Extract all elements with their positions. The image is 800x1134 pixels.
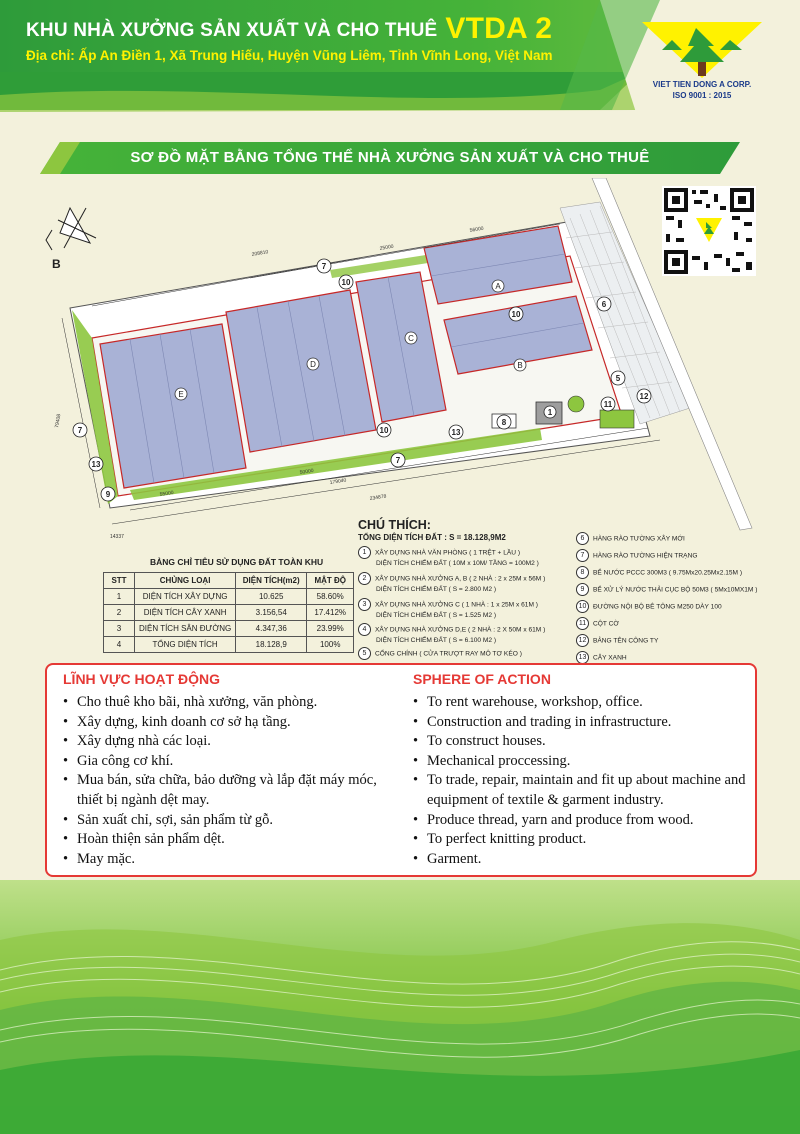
north-label: B	[52, 257, 61, 271]
svg-text:234878: 234878	[369, 493, 387, 502]
table-cell: 3	[104, 621, 135, 637]
legend-title: CHÚ THÍCH:	[358, 518, 431, 532]
svg-text:14337: 14337	[110, 534, 124, 540]
list-item: • Construction and trading in infrastructure.	[413, 713, 753, 733]
header	[0, 0, 800, 110]
legend-num: 2	[358, 572, 371, 585]
logo-mark-icon	[632, 18, 772, 80]
flag-pole-area	[568, 396, 584, 412]
table-header: DIỆN TÍCH(m2)	[236, 573, 307, 589]
title-text: KHU NHÀ XƯỞNG SẢN XUẤT VÀ CHO THUÊ	[26, 20, 438, 41]
list-item: • Gia công cơ khí.	[63, 752, 403, 772]
svg-text:50000: 50000	[299, 467, 315, 476]
legend-text: BỂ XỬ LÝ NƯỚC THẢI CỤC BỘ 50M3 ( 5Mx10MX1M )	[593, 586, 758, 594]
legend-num: 4	[358, 623, 371, 636]
legend-num: 11	[576, 617, 589, 630]
svg-text:10: 10	[511, 310, 521, 319]
svg-text:C: C	[408, 334, 414, 343]
table-cell: 100%	[307, 637, 354, 653]
legend-num: 12	[576, 634, 589, 647]
building-e	[100, 324, 246, 488]
usage-table	[103, 572, 354, 653]
table-cell: 18.128,9	[236, 637, 307, 653]
table-cell: DIỆN TÍCH XÂY DỰNG	[135, 589, 236, 605]
legend-text: CỘT CỜ	[593, 620, 620, 628]
company-logo	[632, 18, 772, 102]
legend-item-12	[576, 634, 658, 647]
svg-text:13: 13	[91, 460, 101, 469]
svg-text:9: 9	[105, 490, 111, 499]
legend-item-5	[358, 647, 522, 660]
list-item: • To perfect knitting product.	[413, 830, 753, 850]
svg-text:10: 10	[341, 278, 351, 287]
legend-text: ĐƯỜNG NỘI BỘ BÊ TÔNG M250 DÀY 100	[593, 603, 722, 611]
list-item: • May mặc.	[63, 850, 403, 870]
list-item: • Mua bán, sửa chữa, bảo dưỡng và lắp đặt máy móc, thiết bị ngành dệt may.	[63, 771, 403, 810]
usage-table-title: BẢNG CHỈ TIÊU SỬ DỤNG ĐẤT TOÀN KHU	[150, 557, 324, 567]
legend-item-11	[576, 617, 619, 630]
legend-text: CỔNG CHÍNH ( CỬA TRƯỢT RAY MÔ TƠ KÉO )	[375, 650, 522, 658]
building-d	[226, 290, 376, 452]
legend-item-1	[358, 546, 539, 567]
legend-num: 8	[576, 566, 589, 579]
table-header: CHỦNG LOẠI	[135, 573, 236, 589]
list-item: • Hoàn thiện sản phẩm dệt.	[63, 830, 403, 850]
table-cell: 3.156,54	[236, 605, 307, 621]
table-row	[104, 589, 354, 605]
legend-text: XÂY DỰNG NHÀ XƯỞNG C ( 1 NHÀ : 1 x 25M x 61M )	[375, 601, 538, 609]
legend-num: 3	[358, 598, 371, 611]
svg-text:5: 5	[615, 374, 621, 383]
legend-item-10	[576, 600, 722, 613]
svg-text:179040: 179040	[329, 477, 347, 486]
list-item: • Sản xuất chỉ, sợi, sản phẩm từ gỗ.	[63, 811, 403, 831]
table-cell: 4.347,36	[236, 621, 307, 637]
list-item: • Produce thread, yarn and produce from wood.	[413, 811, 753, 831]
svg-text:7: 7	[321, 262, 327, 271]
activity-box	[45, 663, 757, 877]
svg-text:B: B	[517, 361, 523, 370]
list-item: • Mechanical proccessing.	[413, 752, 753, 772]
table-cell: 10.625	[236, 589, 307, 605]
svg-text:10: 10	[379, 426, 389, 435]
svg-text:8: 8	[501, 418, 507, 427]
legend-item-2	[358, 572, 545, 593]
svg-text:55000: 55000	[159, 489, 175, 498]
legend-item-6	[576, 532, 685, 545]
table-cell: 58.60%	[307, 589, 354, 605]
legend-item-7	[576, 549, 697, 562]
svg-text:D: D	[310, 360, 316, 369]
legend-subtext: DIỆN TÍCH CHIẾM ĐẤT ( S = 2.800 M2 )	[376, 586, 497, 593]
svg-text:12: 12	[639, 392, 649, 401]
legend-num: 9	[576, 583, 589, 596]
table-cell: TỔNG DIỆN TÍCH	[135, 637, 236, 653]
table-row	[104, 605, 354, 621]
list-item: • Xây dựng, kinh doanh cơ sở hạ tầng.	[63, 713, 403, 733]
legend-num: 5	[358, 647, 371, 660]
table-row	[104, 621, 354, 637]
svg-text:7: 7	[77, 426, 83, 435]
activity-list-vi	[63, 693, 403, 869]
table-cell: DIỆN TÍCH SÂN ĐƯỜNG	[135, 621, 236, 637]
activity-title-vi: LĨNH VỰC HOẠT ĐỘNG	[63, 671, 221, 687]
legend-text: XÂY DỰNG NHÀ XƯỞNG D,E ( 2 NHÀ : 2 X 50M x 61M )	[375, 626, 546, 634]
svg-text:7: 7	[395, 456, 401, 465]
table-cell: 23.99%	[307, 621, 354, 637]
table-header-row	[104, 573, 354, 589]
gate-area	[600, 410, 634, 428]
page-title	[26, 12, 552, 46]
svg-text:A: A	[495, 282, 501, 291]
legend-text: HÀNG RÀO TƯỜNG XÂY MỚI	[593, 535, 685, 543]
footer-decoration	[0, 880, 800, 1134]
legend-text: BỂ NƯỚC PCCC 300M3 ( 9.75Mx20.25Mx2.15M )	[593, 569, 743, 577]
svg-text:56000: 56000	[469, 225, 485, 234]
address: Địa chỉ: Ấp An Điền 1, Xã Trung Hiếu, Huyện Vũng Liêm, Tỉnh Vĩnh Long, Việt Nam	[26, 48, 553, 63]
banner-title: SƠ ĐỒ MẶT BẰNG TỔNG THỂ NHÀ XƯỞNG SẢN XUẤT VÀ CHO THUÊ	[130, 149, 650, 166]
legend-num: 1	[358, 546, 371, 559]
list-item: • To construct houses.	[413, 732, 753, 752]
legend-num: 13	[576, 651, 589, 664]
list-item: • To trade, repair, maintain and fit up about machine and equipment of textile & garment industry.	[413, 771, 753, 810]
legend-subtext: DIỆN TÍCH CHIẾM ĐẤT ( 10M x 10M/ TẦNG = 100M2 )	[376, 560, 539, 567]
table-header: MẬT ĐỘ	[307, 573, 354, 589]
logo-company-name: VIET TIEN DONG A CORP.	[652, 80, 752, 89]
table-cell: DIỆN TÍCH CÂY XANH	[135, 605, 236, 621]
logo-iso: ISO 9001 : 2015	[672, 91, 732, 100]
legend-text: XÂY DỰNG NHÀ XƯỞNG A, B ( 2 NHÀ : 2 x 25M x 56M )	[375, 575, 546, 583]
qr-code	[662, 186, 756, 276]
svg-text:6: 6	[601, 300, 607, 309]
activity-title-en: SPHERE OF ACTION	[413, 671, 551, 687]
list-item: • Cho thuê kho bãi, nhà xưởng, văn phòng.	[63, 693, 403, 713]
svg-text:25000: 25000	[379, 243, 395, 252]
activity-list-en	[413, 693, 753, 869]
svg-text:1: 1	[547, 408, 553, 417]
svg-text:79408: 79408	[54, 413, 63, 429]
legend-num: 6	[576, 532, 589, 545]
title-emphasis: VTDA 2	[445, 12, 553, 45]
legend-text: XÂY DỰNG NHÀ VĂN PHÒNG ( 1 TRỆT + LẦU )	[375, 549, 521, 557]
list-item: • Xây dựng nhà các loại.	[63, 732, 403, 752]
svg-text:13: 13	[451, 428, 461, 437]
north-arrow-icon	[46, 208, 96, 250]
table-row	[104, 637, 354, 653]
table-header: STT	[104, 573, 135, 589]
legend-text: BẢNG TÊN CÔNG TY	[593, 637, 659, 645]
svg-text:208810: 208810	[251, 249, 269, 258]
legend-item-3	[358, 598, 538, 619]
table-cell: 1	[104, 589, 135, 605]
table-cell: 17.412%	[307, 605, 354, 621]
list-item: • To rent warehouse, workshop, office.	[413, 693, 753, 713]
legend-item-8	[576, 566, 742, 579]
legend-subtext: DIỆN TÍCH CHIẾM ĐẤT ( S = 1.525 M2 )	[376, 612, 497, 619]
legend-subtext: DIỆN TÍCH CHIẾM ĐẤT ( S = 6.100 M2 )	[376, 637, 497, 644]
legend	[352, 520, 792, 660]
table-cell: 2	[104, 605, 135, 621]
legend-text: CÂY XANH	[593, 654, 627, 662]
legend-item-4	[358, 623, 545, 644]
legend-num: 7	[576, 549, 589, 562]
svg-text:E: E	[178, 390, 184, 399]
svg-text:11: 11	[603, 400, 613, 409]
legend-item-9	[576, 583, 757, 596]
legend-num: 10	[576, 600, 589, 613]
table-cell: 4	[104, 637, 135, 653]
list-item: • Garment.	[413, 850, 753, 870]
legend-total: TỔNG DIỆN TÍCH ĐẤT : S = 18.128,9M2	[358, 533, 506, 542]
legend-text: HÀNG RÀO TƯỜNG HIỆN TRẠNG	[593, 552, 698, 560]
